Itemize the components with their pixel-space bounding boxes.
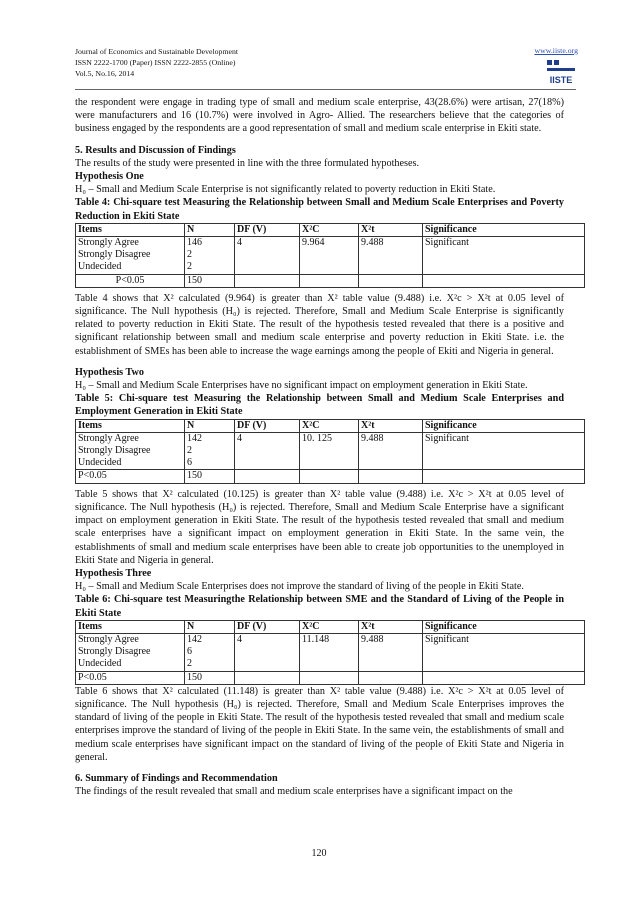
col-chi-tab: X²t	[359, 620, 423, 633]
col-chi-calc: X²C	[300, 419, 359, 432]
hypothesis-three-title: Hypothesis Three	[75, 567, 152, 579]
table-row	[76, 237, 585, 275]
hypothesis-three-statement: H₀ – Small and Medium Scale Enterprises does not improve the standard of living of the people in Ekiti State.	[75, 581, 524, 593]
significance-cell: Significant	[423, 432, 585, 470]
table-row	[76, 432, 585, 470]
total-cell: 150	[185, 671, 235, 684]
table-6-caption: Table 6: Chi-square test Measuringthe Relationship between SME and the Standard of Living of the People in Ekiti State	[75, 594, 564, 619]
table-4-discussion: Table 4 shows that X² calculated (9.964) is greater than X² table value (9.488) i.e. X²c > X²t at 0.05 level of significance. The Null hypothesis (H₀) is rejected. Therefore, Small and Medium Scale Enterprise is significantly related to poverty reduction in Ekiti State. The result of the hypothesis tested revealed that there is a positive and significant relationship between small and medium scale enterprise and poverty reduction in Ekiti State. i.e. the establishment of SMEs has been able to increase the wage earnings among the people of Ekiti and Nigeria in general.	[75, 292, 565, 357]
total-cell: 150	[185, 470, 235, 483]
n-cell: 146 2 2	[185, 237, 235, 275]
col-significance: Significance	[423, 419, 585, 432]
col-items: Items	[76, 223, 185, 236]
table-header-row	[76, 620, 585, 633]
section-5-heading: 5. Results and Discussion of Findings	[75, 144, 236, 156]
significance-cell: Significant	[423, 237, 585, 275]
table-4-caption: Table 4: Chi-square test Measuring the Relationship between Small and Medium Scale Enterprises and Poverty Reduction in Ekiti State	[75, 197, 564, 222]
table-4	[75, 223, 585, 288]
total-cell: 150	[185, 274, 235, 287]
significance-cell: Significant	[423, 633, 585, 671]
journal-url-link[interactable]: www.iiste.org	[534, 46, 578, 55]
col-n: N	[185, 223, 235, 236]
df-cell: 4	[235, 237, 300, 275]
chi-calc-cell: 11.148	[300, 633, 359, 671]
hypothesis-two-title: Hypothesis Two	[75, 366, 144, 378]
table-5	[75, 419, 585, 484]
table-6-discussion: Table 6 shows that X² calculated (11.148) is greater than X² table value (9.488) i.e. X²c > X²t at 0.05 level of significance. The Null hypothesis (H₀) is rejected. Therefore, Small and Medium Scale Enterprises improves the standard of living of the people in Ekiti State. The result of the hypothesis tested revealed that small and medium scale enterprises improve the standard of living of the people in Ekiti State. In the same vein, the establishments of small and medium scale enterprises have significant impact on the standard of living of the people of Ekiti State and Nigeria in general.	[75, 685, 565, 763]
journal-title: Journal of Economics and Sustainable Development	[75, 47, 239, 56]
table-total-row	[76, 671, 585, 684]
row-labels-cell: Strongly Agree Strongly Disagree Undecided	[76, 237, 185, 275]
section-6-heading: 6. Summary of Findings and Recommendation	[75, 772, 278, 784]
table-total-row	[76, 470, 585, 483]
col-chi-tab: X²t	[359, 419, 423, 432]
n-cell: 142 2 6	[185, 432, 235, 470]
table-6	[75, 620, 585, 685]
page-number: 120	[311, 848, 327, 859]
chi-tab-cell: 9.488	[359, 432, 423, 470]
row-labels-cell: Strongly Agree Strongly Disagree Undecided	[76, 633, 185, 671]
col-items: Items	[76, 620, 185, 633]
iiste-logo	[544, 58, 578, 86]
col-chi-tab: X²t	[359, 223, 423, 236]
col-df: DF (V)	[235, 223, 300, 236]
table-5-caption: Table 5: Chi-square test Measuring the Relationship between Small and Medium Scale Enterprises and Employment Generation in Ekiti State	[75, 393, 564, 418]
hypothesis-two-statement: H₀ – Small and Medium Scale Enterprises have no significant impact on employment generation in Ekiti State.	[75, 380, 528, 392]
table-total-row	[76, 274, 585, 287]
col-n: N	[185, 419, 235, 432]
p-value-cell: P<0.05	[76, 274, 185, 287]
col-n: N	[185, 620, 235, 633]
intro-paragraph: the respondent were engage in trading type of small and medium scale enterprise, 43(28.6%) were artisan, 27(18%) were manufacturers and 16 (10.7%) were involved in Agro- Allied. The researchers believe that the categories of business engaged by the respondents are a good representation of small and medium scale enterprise in Ekiti state.	[75, 97, 564, 135]
col-significance: Significance	[423, 223, 585, 236]
section-6-text: The findings of the result revealed that small and medium scale enterprises have a significant impact on the	[75, 786, 513, 798]
row-labels-cell: Strongly Agree Strongly Disagree Undecided	[76, 432, 185, 470]
svg-text:IISTE: IISTE	[549, 75, 573, 85]
p-value-cell: P<0.05	[76, 671, 185, 684]
n-cell: 142 6 2	[185, 633, 235, 671]
df-cell: 4	[235, 432, 300, 470]
p-value-cell: P<0.05	[76, 470, 185, 483]
chi-calc-cell: 9.964	[300, 237, 359, 275]
journal-issn: ISSN 2222-1700 (Paper) ISSN 2222-2855 (Online)	[75, 58, 236, 67]
hypothesis-one-title: Hypothesis One	[75, 171, 144, 183]
hypothesis-one-statement: H₀ – Small and Medium Scale Enterprise is not significantly related to poverty reduction in Ekiti State.	[75, 184, 496, 196]
section-5-intro: The results of the study were presented in line with the three formulated hypotheses.	[75, 157, 420, 169]
page-body	[75, 96, 564, 798]
table-header-row	[76, 223, 585, 236]
col-significance: Significance	[423, 620, 585, 633]
col-items: Items	[76, 419, 185, 432]
journal-volume: Vol.5, No.16, 2014	[75, 69, 135, 78]
table-header-row	[76, 419, 585, 432]
table-5-discussion: Table 5 shows that X² calculated (10.125) is greater than X² table value (9.488) i.e. X²c > X²t at 0.05 level of significance. The Null hypothesis (H₀) is rejected. Therefore, Small and Medium Scale Enterprise have a significant impact on employment generation in Ekiti State. The result of the hypothesis tested revealed that small and medium scale enterprises have a significant impact on employment generation in Ekiti State. In the same vein, the establishments of small and medium scale enterprises have been able to create job opportunities to the unemployed in Ekiti State and Nigeria in general.	[75, 488, 564, 566]
col-df: DF (V)	[235, 620, 300, 633]
col-df: DF (V)	[235, 419, 300, 432]
table-row	[76, 633, 585, 671]
col-chi-calc: X²C	[300, 223, 359, 236]
chi-tab-cell: 9.488	[359, 633, 423, 671]
df-cell: 4	[235, 633, 300, 671]
chi-calc-cell: 10. 125	[300, 432, 359, 470]
header-rule	[75, 89, 576, 90]
chi-tab-cell: 9.488	[359, 237, 423, 275]
col-chi-calc: X²C	[300, 620, 359, 633]
